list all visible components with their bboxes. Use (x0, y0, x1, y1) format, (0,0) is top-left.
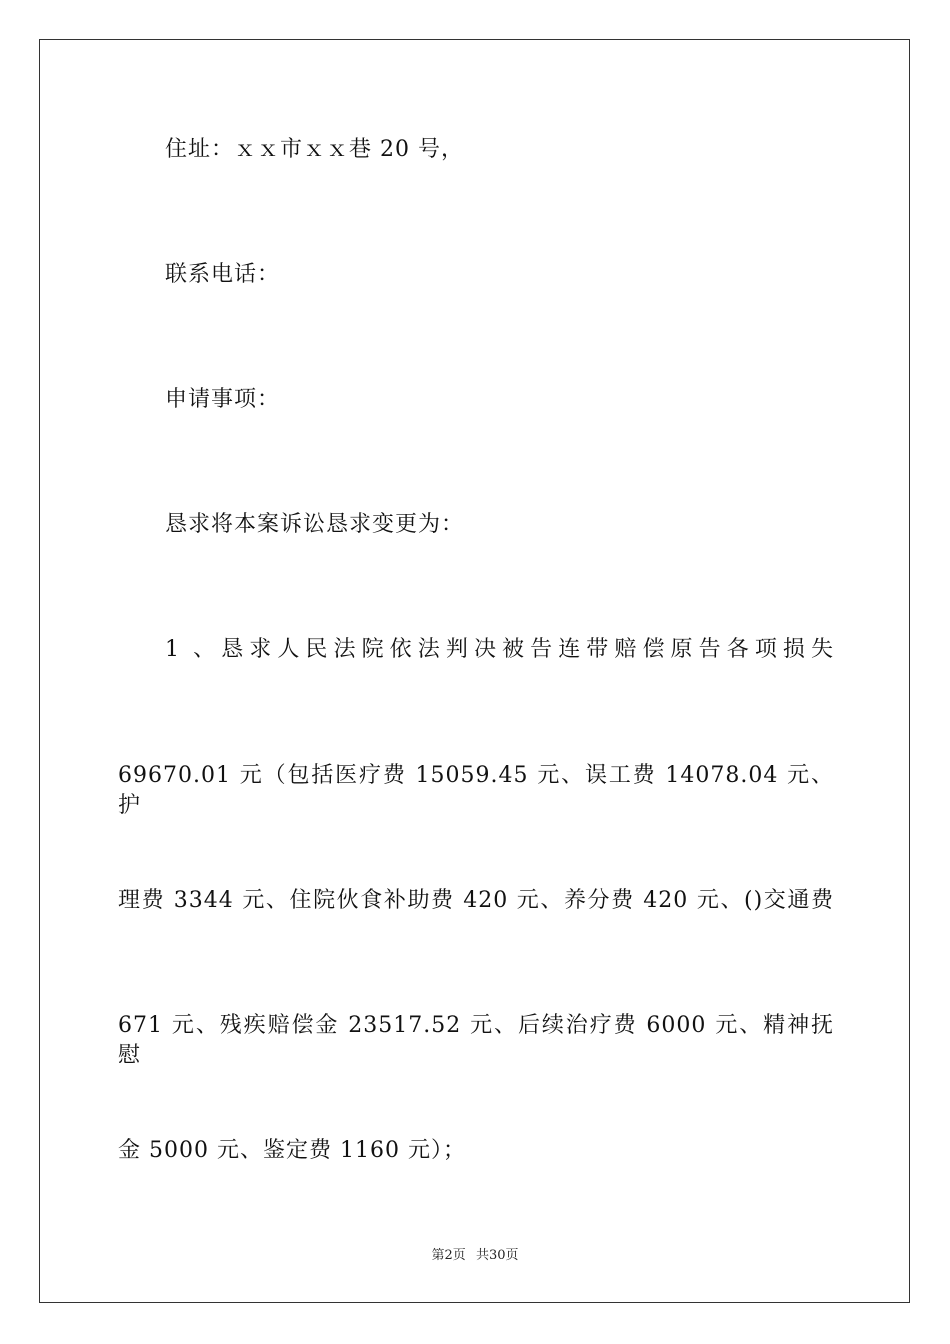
phone-line: 联系电话： (165, 262, 281, 287)
address-line: 住址：ｘｘ市ｘｘ巷 20 号， (165, 137, 464, 162)
page-total: 共30页 (475, 1248, 519, 1263)
request-intro: 恳求将本案诉讼恳求变更为： (165, 512, 465, 537)
claim-line-5: 金 5000 元、鉴定费 1160 元）； (118, 1138, 466, 1163)
claim-line-4: 671 元、残疾赔偿金 23517.52 元、后续治疗费 6000 元、精神抚慰 (118, 1013, 834, 1068)
page-border (39, 39, 910, 1303)
claim-line-2: 69670.01 元（包括医疗费 15059.45 元、误工费 14078.04 元、护 (118, 763, 834, 818)
request-heading: 申请事项： (165, 387, 281, 412)
claim-line-3: 理费 3344 元、住院伙食补助费 420 元、养分费 420 元、()交通费 (118, 888, 834, 913)
page-number: 第2页 (431, 1248, 466, 1263)
page-footer (0, 1246, 950, 1266)
claim-line-1: 1 、恳求人民法院依法判决被告连带赔偿原告各项损失 (165, 637, 834, 662)
